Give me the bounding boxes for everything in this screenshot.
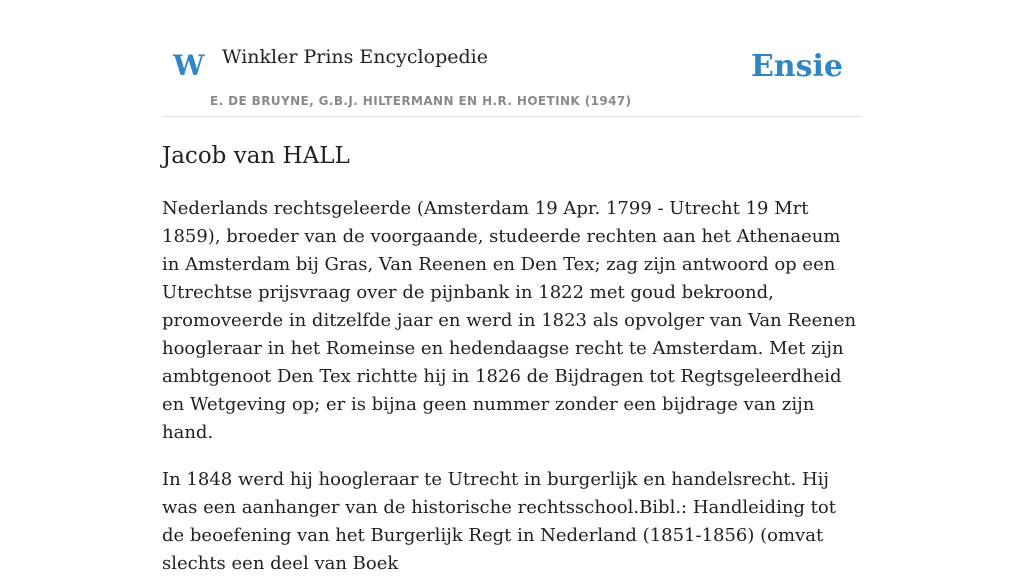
article-paragraph-2: In 1848 werd hij hoogleraar te Utrecht in burgerlijk en handelsrecht. Hij was een aanhanger van de historische rechtsschool.Bibl.: Handleiding tot de beoefening van het Burgerlijk Regt in Nederland (1851-1856) (omvat slechts een deel van Boek: [162, 468, 836, 574]
winkler-prins-logo[interactable]: W: [173, 49, 205, 82]
site-title[interactable]: Winkler Prins Encyclopedie: [222, 46, 488, 68]
ensie-brand-logo[interactable]: Ensie: [750, 49, 843, 84]
authors-line: E. DE BRUYNE, G.B.J. HILTERMANN EN H.R. HOETINK (1947): [210, 94, 632, 108]
site-header: [162, 0, 862, 117]
page-container: [162, 0, 862, 578]
article-title: Jacob van HALL: [162, 143, 350, 169]
article-paragraph-1: Nederlands rechtsgeleerde (Amsterdam 19 Apr. 1799 - Utrecht 19 Mrt 1859), broeder van de voorgaande, studeerde rechten aan het Athenaeum in Amsterdam bij Gras, Van Reenen en Den Tex; zag zijn antwoord op een Utrechtse prijsvraag over de pijnbank in 1822 met goud bekroond, promoveerde in ditzelfde jaar en werd in 1823 als opvolger van Van Reenen hoogleraar in het Romeinse en hedendaagse recht te Amsterdam. Met zijn ambtgenoot Den Tex richtte hij in 1826 de Bijdragen tot Regtsgeleerdheid en Wetgeving op; er is bijna geen nummer zonder een bijdrage van zijn hand.: [162, 197, 857, 443]
